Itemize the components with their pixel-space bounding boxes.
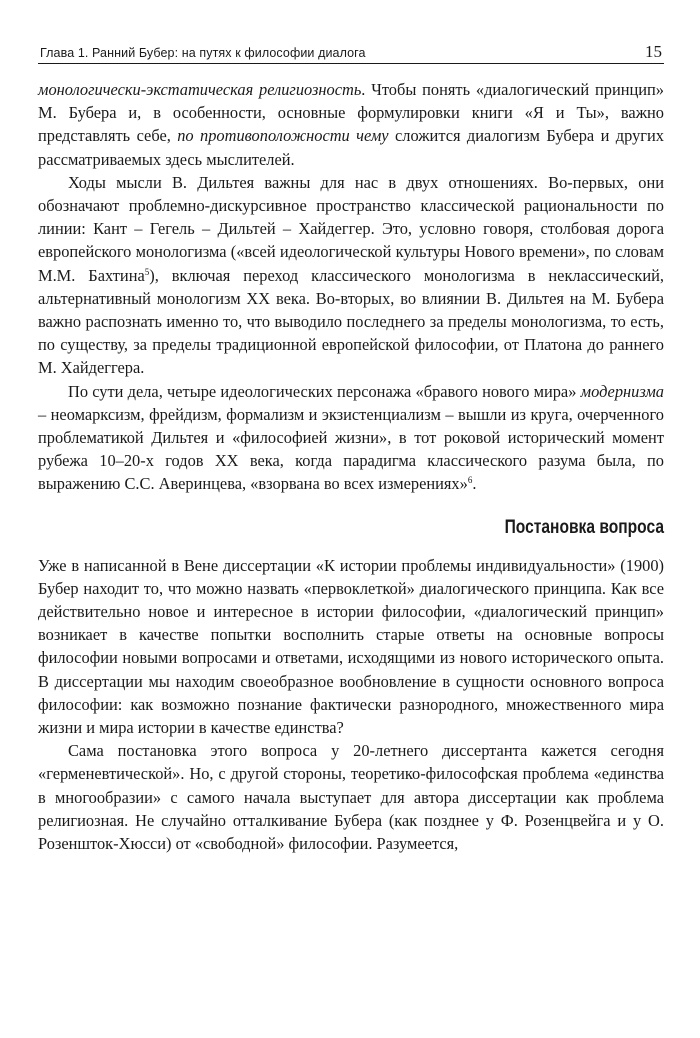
italic-phrase: по противоположности чему — [177, 126, 389, 146]
paragraph-5: Сама постановка этого вопроса у 20-летнего диссертанта кажется сегодня «герменевтической». Но, с другой стороны, теоретико-философская проблема «единства в многообразии» с самого начала выступает для автора диссертации как проблема религиозная. Не случайно отталкивание Бубера (как позднее у Ф. Розенцвейга и у О. Розеншток-Хюсси) от «свободной» философии. Разумеется, — [38, 741, 664, 854]
text-run: сложится диалогизм Бубера и других рассматриваемых здесь мыслителей. — [38, 126, 664, 169]
paragraph-4: Уже в написанной в Вене диссертации «К истории проблемы индивидуальности» (1900) Бубер находит то, что можно назвать «первоклеткой» диалогического принципа. Как все действительно новое и интересное в истории философии, «диалогический принцип» возникает в качестве попытки восполнить старые ответы на основные вопросы философии новыми вопросами и ответами, исходящими из нового исторического опыта. В диссертации мы находим своеобразное вообновление в сущности основного вопроса философии: как возможно познание фактически разнородного, множественного мира жизни и мира истории в качестве единства? — [38, 555, 664, 738]
book-page — [38, 38, 664, 855]
body-text — [38, 78, 664, 855]
section-heading: Постановка вопроса — [504, 516, 664, 538]
running-head — [38, 38, 664, 64]
footnote-ref-6: 6 — [467, 475, 473, 486]
footnote-ref-5: 5 — [144, 266, 150, 277]
italic-phrase: монологически-экстатическая религиозность — [38, 80, 362, 99]
text-run: – неомарксизм, фрейдизм, формализм и экзистенциализм – вышли из круга, очерченного проблематикой Дильтея и «философией жизни», в тот роковой исторический момент рубежа 10–20-х годов XX века, когда парадигма классического разума была, по выражению С.С. Аверинцева, «взорвана во всех измерениях» — [38, 404, 664, 494]
text-run: . — [472, 474, 477, 494]
paragraph-2 — [38, 171, 664, 380]
running-title: Глава 1. Ранний Бубер: на путях к философии диалога — [40, 46, 366, 60]
text-run: Ходы мысли В. Дильтея важны для нас в двух отношениях. Во-первых, они обозначают проблемно-дискурсивное пространство классической рациональности по линии: Кант – Гегель – Дильтей – Хайдеггер. Это, условно говоря, столбовая дорога европейского монологизма («всей идеологической культуры Нового времени», по словам М.М. Бахтина — [38, 172, 664, 285]
page-number: 15 — [645, 42, 662, 61]
text-run: ), включая переход классического монологизма в неклассический, альтернативный монологизм XX века. Во-вторых, во влиянии В. Дильтея на М. Бубера важно распознать именно то, что выводило последнего за пределы монологизма, то есть, по существу, за пределы традиционной европейской философии, от Платона до раннего М. Хайдеггера. — [38, 265, 664, 378]
text-run: . Чтобы понять «диалогический принцип» М. Бубера и, в особенности, основные формулировки книги «Я и Ты», важно представлять себе, — [38, 80, 665, 146]
italic-phrase: модернизма — [580, 381, 664, 401]
paragraph-1 — [38, 78, 664, 171]
paragraph-3 — [38, 380, 664, 496]
text-run: По сути дела, четыре идеологических персонажа «бравого нового мира» — [68, 381, 581, 401]
